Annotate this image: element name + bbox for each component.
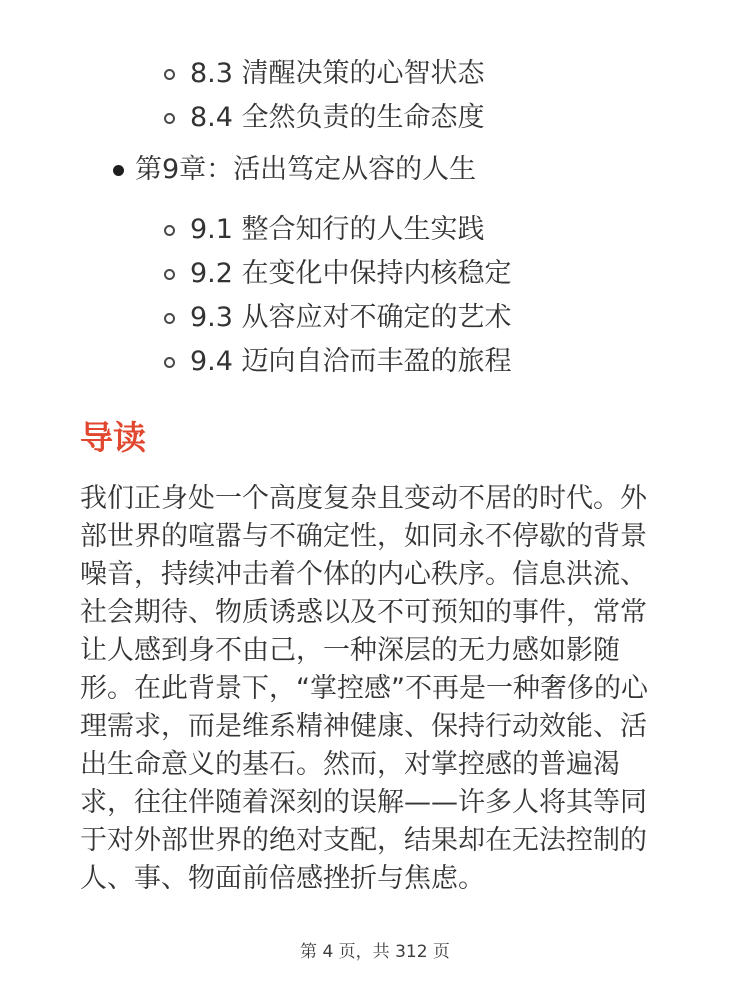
intro-paragraph: 我们正身处一个高度复杂且变动不居的时代。外部世界的喧嚣与不确定性，如同永不停歇的背景噪音，持续冲击着个体的内心秩序。信息洪流、社会期待、物质诱惑以及不可预知的事件，常常让人感到身不由己，一种深层的无力感如影随形。在此背景下，“掌控感”不再是一种奢侈的心理需求，而是维系精神健康、保持行动效能、活出生命意义的基石。然而，对掌控感的普遍渴求，往往伴随着深刻的误解——许多人将其等同于对外部世界的绝对支配，结果却在无法控制的人、事、物面前倍感挫折与焦虑。	[80, 483, 648, 894]
toc-item-9-3	[190, 296, 670, 340]
toc-item-chapter9	[135, 148, 670, 384]
toc-item-label: 8.3 清醒决策的心智状态	[190, 58, 485, 89]
toc-sublist-chapter8	[80, 52, 670, 140]
toc-item-8-4	[190, 96, 670, 140]
toc-item-label: 9.3 从容应对不确定的艺术	[190, 302, 512, 333]
toc-item-label: 8.4 全然负责的生命态度	[190, 102, 485, 133]
page-number-label: 第 4 页，共 312 页	[300, 942, 450, 962]
toc-item-9-2	[190, 252, 670, 296]
toc-sublist-chapter9	[135, 208, 670, 384]
toc-item-9-1	[190, 208, 670, 252]
toc-item-label: 9.4 迈向自洽而丰盈的旅程	[190, 346, 512, 377]
toc-item-label: 9.1 整合知行的人生实践	[190, 214, 485, 245]
toc-list	[80, 148, 670, 384]
toc-item-9-4	[190, 340, 670, 384]
toc-item-label: 9.2 在变化中保持内核稳定	[190, 258, 512, 289]
toc-item-8-3	[190, 52, 670, 96]
toc-chapter-label: 第9章：活出笃定从容的人生	[135, 154, 477, 185]
page-footer	[0, 941, 750, 963]
section-heading: 导读	[80, 418, 146, 457]
